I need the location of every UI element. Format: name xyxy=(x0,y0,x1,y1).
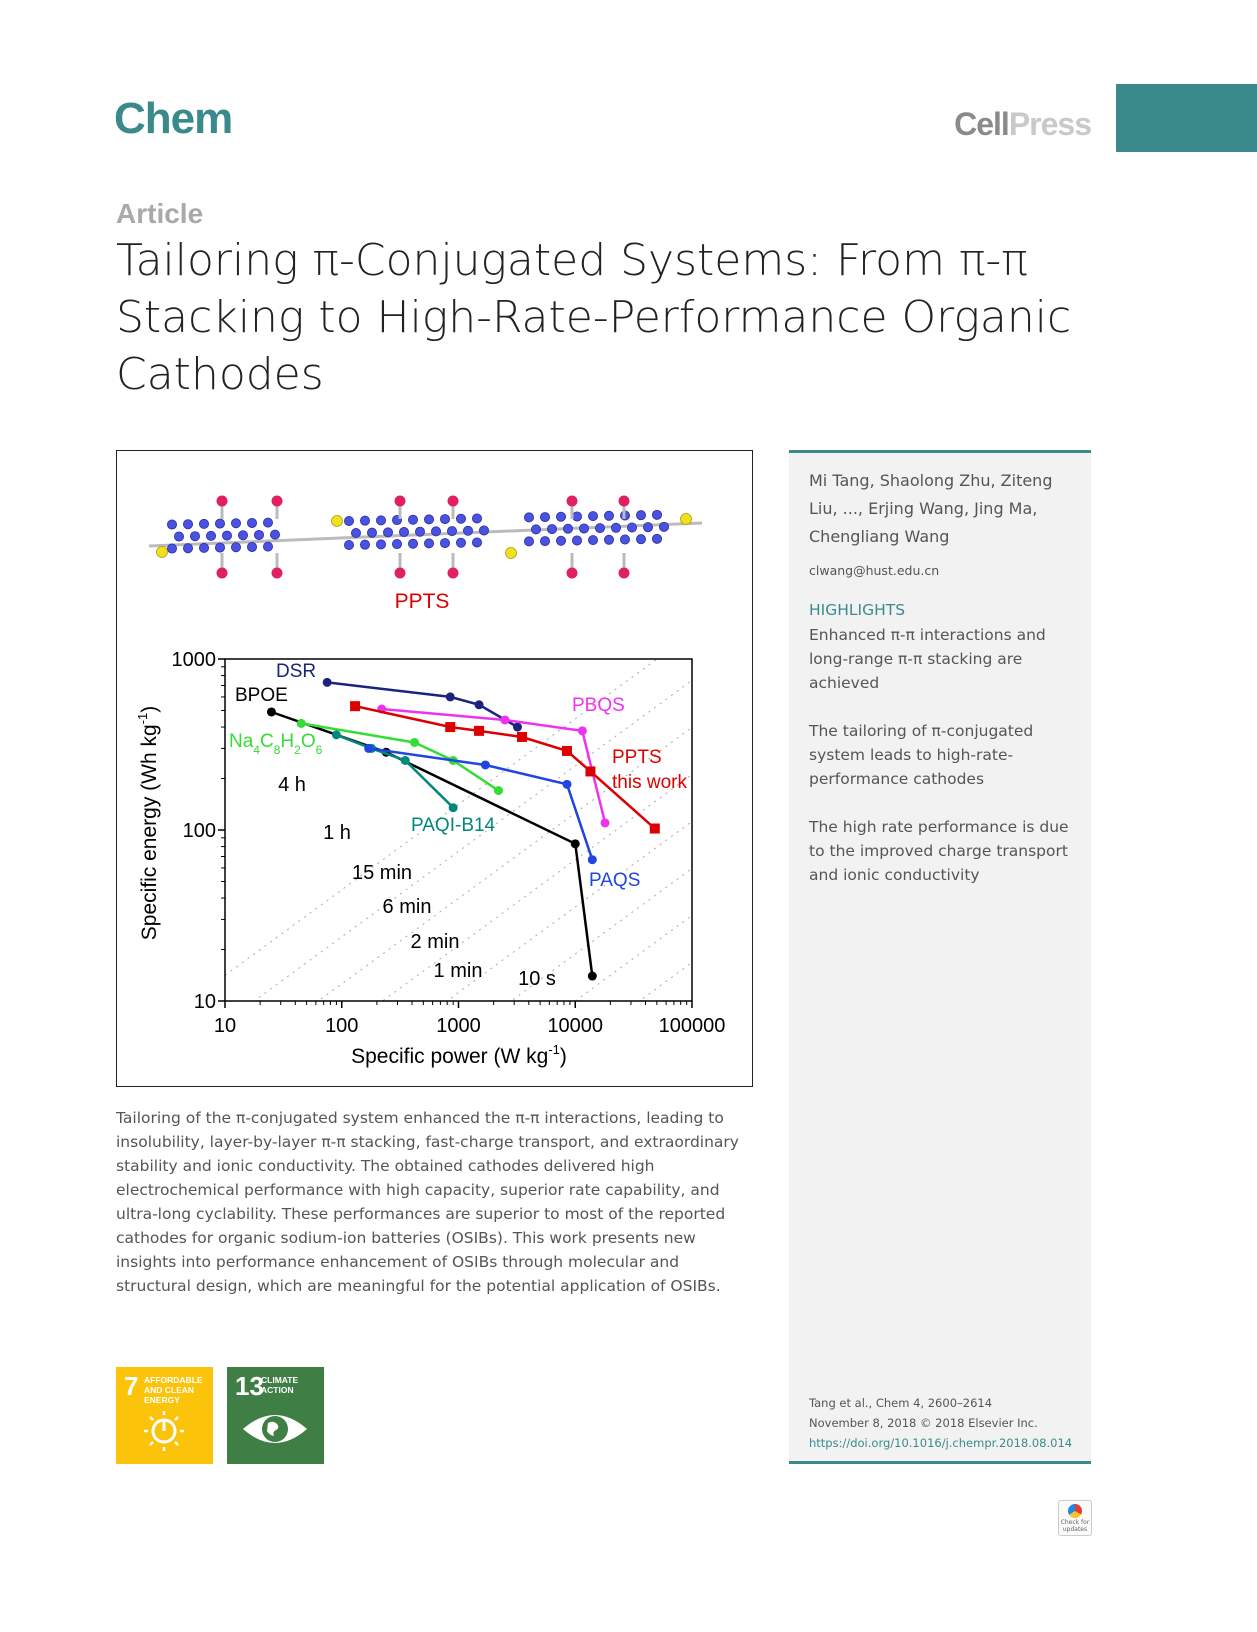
oxygen-atom xyxy=(619,496,630,507)
data-point xyxy=(449,803,458,812)
carbon-atom xyxy=(636,511,645,520)
data-point xyxy=(500,715,509,724)
time-line-label: 1 min xyxy=(433,960,483,982)
abstract-text: Tailoring of the π-conjugated system enhanced the π-π interactions, leading to insolubility, layer-by-layer π-π stacking, fast-charge transport, and extraordinary stability and ionic conductivity. The obtained cathodes delivered high electrochemical performance with high capacity, superior rate capability, and ultra-long cyclability. These performances are superior to most of the reported cathodes for organic sodium-ion batteries (OSIBs). This work presents new insights into performance enhancement of OSIBs through molecular and structural design, which are meaningful for the potential application of OSIBs. xyxy=(116,1109,739,1295)
carbon-atom xyxy=(440,538,449,547)
carbon-atom xyxy=(199,519,208,528)
carbon-atom xyxy=(579,524,588,533)
series-label-this-work: this work xyxy=(612,772,687,793)
carbon-atom xyxy=(659,522,668,531)
sdg-13-badge[interactable] xyxy=(227,1367,324,1464)
carbon-atom xyxy=(270,530,279,539)
series-label-na4c8h2o6: $Na_4C_8H_2O_6$ xyxy=(229,731,323,757)
carbon-atom xyxy=(652,510,661,519)
article-type: Article xyxy=(116,198,204,229)
data-point xyxy=(571,839,580,848)
carbon-atom xyxy=(408,539,417,548)
y-tick-label: 100 xyxy=(182,820,216,842)
page-title: Tailoring π-Conjugated Systems: From π-π Stacking to High-Rate-Performance Organic Cathodes xyxy=(116,235,1072,400)
carbon-atom xyxy=(247,542,256,551)
carbon-atom xyxy=(376,516,385,525)
sdg-number: 7 xyxy=(124,1371,139,1401)
molecule-illustration xyxy=(149,496,702,579)
carbon-atom xyxy=(563,524,572,533)
oxygen-atom xyxy=(217,568,228,579)
oxygen-atom xyxy=(217,496,228,507)
series-label-dsr: DSR xyxy=(276,661,317,682)
data-point xyxy=(517,732,527,742)
carbon-atom xyxy=(424,515,433,524)
data-point xyxy=(588,855,597,864)
publisher-logo-part1: Cell xyxy=(954,106,1009,142)
data-point xyxy=(513,723,522,732)
carbon-atom xyxy=(636,535,645,544)
oxygen-atom xyxy=(395,568,406,579)
carbon-atom xyxy=(620,535,629,544)
carbon-atom xyxy=(479,526,488,535)
badge-text: Check for updates xyxy=(1060,1519,1090,1533)
data-point xyxy=(588,972,597,981)
carbon-atom xyxy=(447,526,456,535)
data-point xyxy=(563,780,572,789)
carbon-atom xyxy=(231,519,240,528)
publication-date: November 8, 2018 © 2018 Elsevier Inc. xyxy=(809,1416,1038,1430)
oxygen-atom xyxy=(619,568,630,579)
oxygen-atom xyxy=(272,568,283,579)
data-point xyxy=(297,719,306,728)
carbon-atom xyxy=(360,540,369,549)
data-point xyxy=(585,766,595,776)
doi-link[interactable]: https://doi.org/10.1016/j.chempr.2018.08.014 xyxy=(809,1436,1073,1450)
data-point xyxy=(601,818,610,827)
data-point xyxy=(364,744,373,753)
series-label-paqi-b14: PAQI-B14 xyxy=(411,815,496,836)
data-point xyxy=(481,760,490,769)
crossmark-icon xyxy=(1068,1504,1082,1518)
series-line xyxy=(369,748,593,859)
x-tick-label: 100 xyxy=(325,1015,359,1037)
x-tick-label: 10000 xyxy=(547,1015,604,1037)
carbon-atom xyxy=(588,512,597,521)
carbon-atom xyxy=(627,523,636,532)
data-point xyxy=(267,707,276,716)
carbon-atom xyxy=(376,540,385,549)
citation-block xyxy=(809,1393,1072,1453)
carbon-atom xyxy=(472,538,481,547)
sdg-7-badge[interactable] xyxy=(116,1367,213,1464)
carbon-atom xyxy=(604,511,613,520)
highlight-item: Enhanced π-π interactions and long-range π-π stacking are achieved xyxy=(809,626,1046,692)
molecule-label: PPTS xyxy=(394,590,450,613)
header-accent-block xyxy=(1116,84,1257,152)
publisher-logo-part2: Press xyxy=(1008,106,1091,142)
sdg-label: CLIMATE ACTION xyxy=(261,1375,299,1395)
carbon-atom xyxy=(183,544,192,553)
carbon-atom xyxy=(456,514,465,523)
carbon-atom xyxy=(351,528,360,537)
carbon-atom xyxy=(215,519,224,528)
carbon-atom xyxy=(652,534,661,543)
data-point xyxy=(445,722,455,732)
data-point xyxy=(332,730,341,739)
carbon-atom xyxy=(215,543,224,552)
carbon-atom xyxy=(399,527,408,536)
carbon-atom xyxy=(588,536,597,545)
carbon-atom xyxy=(415,527,424,536)
x-tick-label: 10 xyxy=(213,1015,237,1037)
carbon-atom xyxy=(456,538,465,547)
time-guide-line xyxy=(225,633,692,975)
data-point xyxy=(401,756,410,765)
graphical-abstract xyxy=(116,450,753,1087)
carbon-atom xyxy=(344,540,353,549)
carbon-atom xyxy=(611,523,620,532)
oxygen-atom xyxy=(448,568,459,579)
data-point xyxy=(650,824,660,834)
time-line-label: 1 h xyxy=(323,822,351,844)
sidebar-panel xyxy=(789,450,1091,1464)
sdg-number: 13 xyxy=(235,1371,264,1401)
carbon-atom xyxy=(531,525,540,534)
publisher-logo[interactable] xyxy=(954,106,1091,143)
author-list[interactable]: Mi Tang, Shaolong Zhu, Ziteng Liu, ..., Erjing Wang, Jing Ma, Chengliang Wang xyxy=(809,471,1053,546)
carbon-atom xyxy=(572,536,581,545)
y-tick-label: 10 xyxy=(193,991,216,1013)
carbon-atom xyxy=(367,528,376,537)
time-line-label: 6 min xyxy=(382,896,432,918)
sulfur-atom xyxy=(681,514,692,525)
carbon-atom xyxy=(524,513,533,522)
oxygen-atom xyxy=(567,496,578,507)
sulfur-atom xyxy=(332,516,343,527)
carbon-atom xyxy=(206,531,215,540)
carbon-atom xyxy=(263,542,272,551)
carbon-atom xyxy=(199,543,208,552)
x-tick-label: 100000 xyxy=(658,1015,726,1037)
sdg-label: AFFORDABLE AND CLEAN ENERGY xyxy=(144,1375,203,1405)
data-point xyxy=(350,701,360,711)
data-point xyxy=(578,726,587,735)
figure-canvas xyxy=(117,451,754,1088)
carbon-atom xyxy=(167,520,176,529)
series-label-paqs: PAQS xyxy=(589,870,641,891)
highlight-item: The high rate performance is due to the improved charge transport and ionic conductivity xyxy=(809,818,1069,884)
data-point xyxy=(494,786,503,795)
check-for-updates-badge[interactable] xyxy=(1058,1500,1092,1536)
highlight-item: The tailoring of π-conjugated system leads to high-rate-performance cathodes xyxy=(809,722,1034,788)
carbon-atom xyxy=(247,518,256,527)
oxygen-atom xyxy=(567,568,578,579)
carbon-atom xyxy=(463,526,472,535)
carbon-atom xyxy=(595,524,604,533)
carbon-atom xyxy=(547,524,556,533)
carbon-atom xyxy=(556,512,565,521)
series-line xyxy=(336,735,453,808)
sulfur-atom xyxy=(157,547,168,558)
y-tick-label: 1000 xyxy=(171,649,216,671)
carbon-atom xyxy=(440,514,449,523)
carbon-atom xyxy=(238,531,247,540)
data-point xyxy=(562,746,572,756)
time-line-label: 10 s xyxy=(518,968,556,990)
carbon-atom xyxy=(556,536,565,545)
carbon-atom xyxy=(643,523,652,532)
carbon-atom xyxy=(231,543,240,552)
carbon-atom xyxy=(408,515,417,524)
carbon-atom xyxy=(190,532,199,541)
carbon-atom xyxy=(572,512,581,521)
carbon-atom xyxy=(360,516,369,525)
time-line-label: 2 min xyxy=(410,931,460,953)
x-axis-label: Specific power (W $kg^{-1}$) xyxy=(351,1042,567,1068)
carbon-atom xyxy=(604,535,613,544)
carbon-atom xyxy=(222,531,231,540)
series-label-ppts: PPTS xyxy=(612,747,662,768)
y-axis-label: Specific energy (Wh $kg^{-1}$) xyxy=(135,705,161,941)
data-point xyxy=(474,726,484,736)
carbon-atom xyxy=(540,512,549,521)
carbon-atom xyxy=(344,516,353,525)
data-point xyxy=(410,738,419,747)
data-point xyxy=(475,700,484,709)
oxygen-atom xyxy=(395,496,406,507)
carbon-atom xyxy=(392,539,401,548)
series-label-pbqs: PBQS xyxy=(572,695,625,716)
sulfur-atom xyxy=(506,548,517,559)
carbon-atom xyxy=(263,518,272,527)
carbon-atom xyxy=(472,514,481,523)
data-point xyxy=(446,692,455,701)
carbon-atom xyxy=(524,537,533,546)
highlights-heading: HIGHLIGHTS xyxy=(809,601,906,619)
x-tick-label: 1000 xyxy=(436,1015,481,1037)
time-line-label: 4 h xyxy=(278,774,306,796)
carbon-atom xyxy=(183,520,192,529)
carbon-atom xyxy=(383,528,392,537)
series-label-bpoe: BPOE xyxy=(235,685,288,706)
citation-text: Tang et al., Chem 4, 2600–2614 xyxy=(809,1396,993,1410)
carbon-atom xyxy=(167,544,176,553)
carbon-atom xyxy=(174,532,183,541)
time-line-label: 15 min xyxy=(351,862,413,884)
oxygen-atom xyxy=(448,496,459,507)
journal-logo[interactable]: Chem xyxy=(114,94,233,143)
carbon-atom xyxy=(254,530,263,539)
corresponding-email[interactable]: clwang@hust.edu.cn xyxy=(809,563,940,578)
carbon-atom xyxy=(431,527,440,536)
oxygen-atom xyxy=(272,496,283,507)
carbon-atom xyxy=(540,536,549,545)
carbon-atom xyxy=(424,539,433,548)
data-point xyxy=(323,678,332,687)
